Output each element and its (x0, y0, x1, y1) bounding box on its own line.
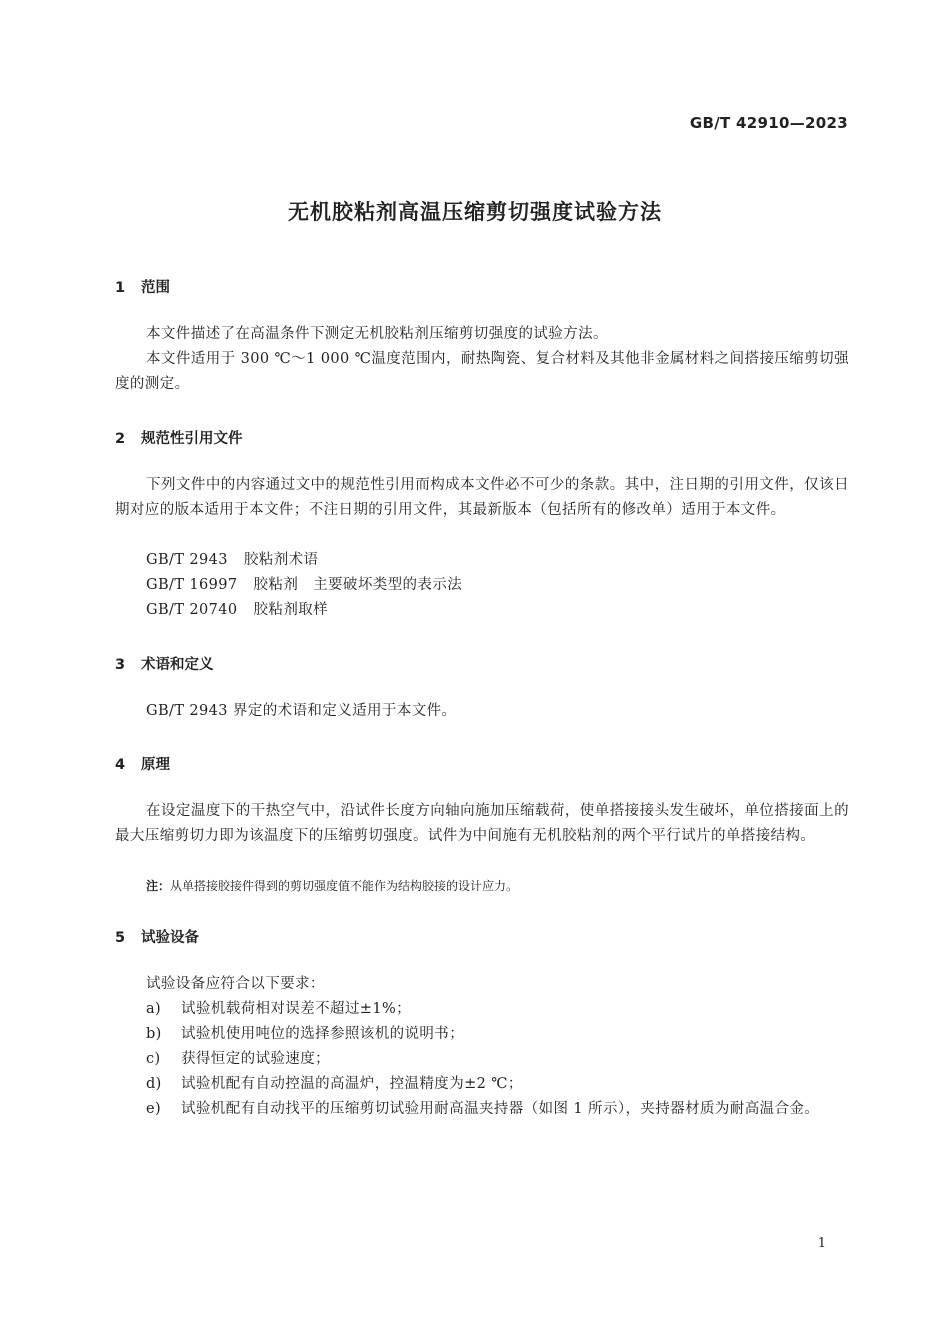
list-item (146, 997, 849, 1022)
section-3-paragraph-1: GB/T 2943 界定的术语和定义适用于本文件。 (146, 703, 457, 719)
normative-reference (146, 573, 462, 598)
normative-reference (146, 548, 318, 573)
list-item-text: 试验机使用吨位的选择参照该机的说明书； (181, 1026, 465, 1042)
section-number: 3 (115, 657, 126, 673)
section-5-heading (115, 926, 199, 947)
list-item (146, 1022, 849, 1047)
section-title: 原理 (141, 757, 170, 773)
page-number: 1 (817, 1236, 826, 1251)
section-1-paragraph-1: 本文件描述了在高温条件下测定无机胶粘剂压缩剪切强度的试验方法。 (146, 326, 608, 342)
section-2-paragraph-1: 下列文件中的内容通过文中的规范性引用而构成本文件必不可少的条款。其中，注日期的引用文件，仅该日期对应的版本适用于本文件；不注日期的引用文件，其最新版本（包括所有的修改单）适用于本文件。 (115, 477, 849, 518)
list-item-text: 试验机配有自动控温的高温炉，控温精度为±2 ℃； (181, 1076, 523, 1092)
section-2-heading (115, 427, 243, 448)
section-number: 2 (115, 431, 126, 447)
section-4-heading (115, 753, 170, 774)
section-1-heading (115, 276, 170, 297)
section-5-intro: 试验设备应符合以下要求： (146, 976, 325, 992)
normative-reference (146, 598, 328, 623)
list-item (146, 1047, 849, 1072)
standard-number: GB/T 42910—2023 (689, 114, 848, 132)
list-item (146, 1072, 849, 1097)
reference-code: GB/T 20740 (146, 602, 238, 618)
list-item-text: 试验机配有自动找平的压缩剪切试验用耐高温夹持器（如图 1 所示），夹持器材质为耐高温合金。 (181, 1101, 820, 1117)
list-item-text: 获得恒定的试验速度； (181, 1051, 330, 1067)
reference-title: 胶粘剂 主要破坏类型的表示法 (253, 577, 463, 593)
section-title: 试验设备 (141, 930, 199, 946)
note-text: 从单搭接胶接件得到的剪切强度值不能作为结构胶接的设计应力。 (170, 879, 519, 893)
section-title: 术语和定义 (141, 657, 214, 673)
note-label: 注： (146, 879, 171, 893)
list-item (146, 1097, 849, 1122)
section-title: 规范性引用文件 (141, 431, 243, 447)
document-title: 无机胶粘剂高温压缩剪切强度试验方法 (288, 200, 662, 224)
section-3-heading (115, 653, 214, 674)
list-marker: e) (146, 1101, 162, 1117)
list-marker: d) (146, 1076, 162, 1092)
section-number: 5 (115, 930, 126, 946)
note (146, 876, 518, 896)
reference-code: GB/T 2943 (146, 552, 228, 568)
section-number: 4 (115, 757, 126, 773)
reference-code: GB/T 16997 (146, 577, 238, 593)
section-4-paragraph-1: 在设定温度下的干热空气中，沿试件长度方向轴向施加压缩载荷，使单搭接接头发生破坏，单位搭接面上的最大压缩剪切力即为该温度下的压缩剪切强度。试件为中间施有无机胶粘剂的两个平行试片的单搭接结构。 (115, 803, 849, 844)
list-marker: a) (146, 1001, 162, 1017)
section-1-paragraph-2: 本文件适用于 300 ℃～1 000 ℃温度范围内，耐热陶瓷、复合材料及其他非金属材料之间搭接压缩剪切强度的测定。 (115, 351, 849, 392)
reference-title: 胶粘剂取样 (253, 602, 329, 618)
list-marker: c) (146, 1051, 161, 1067)
list-marker: b) (146, 1026, 162, 1042)
section-title: 范围 (141, 280, 170, 296)
list-item-text: 试验机载荷相对误差不超过±1%； (181, 1001, 412, 1017)
reference-title: 胶粘剂术语 (243, 552, 319, 568)
section-number: 1 (115, 280, 126, 296)
